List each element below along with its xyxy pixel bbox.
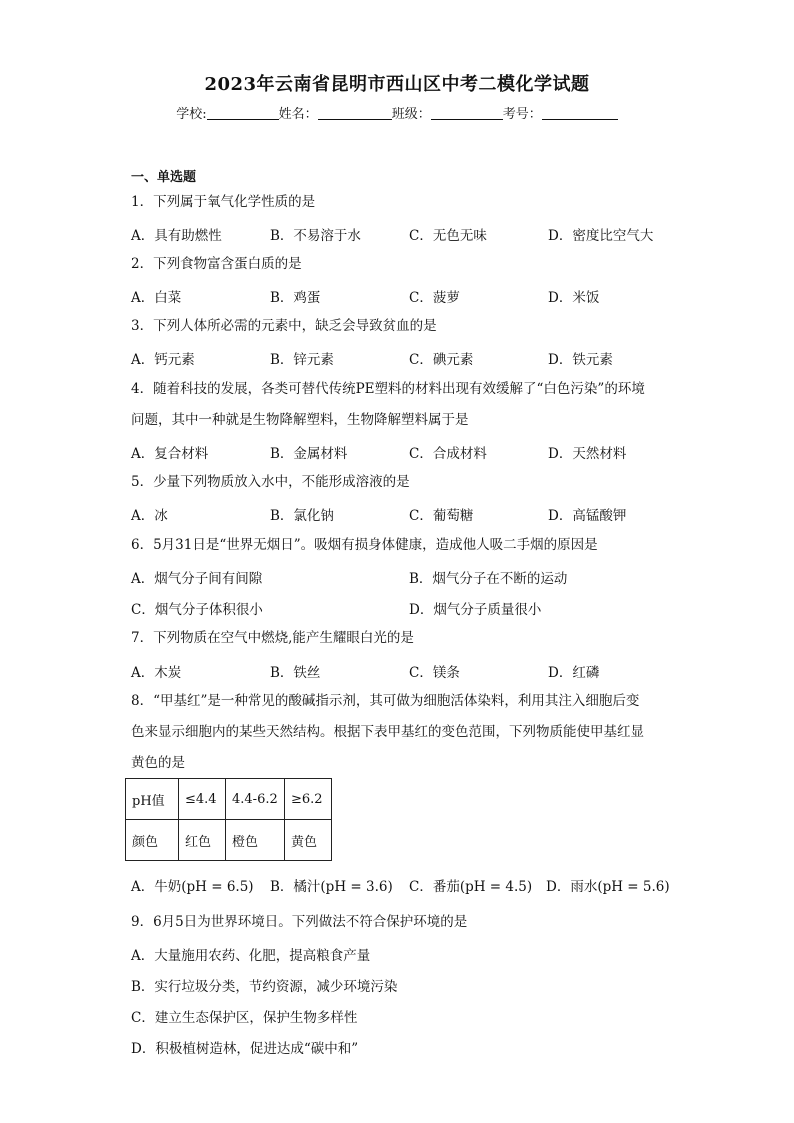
q4-option-a: A．复合材料 (131, 446, 209, 462)
q8-option-b: B．橘汁(pH = 3.6) (270, 879, 393, 895)
class-label: 班级： (391, 107, 431, 122)
q8-option-a: A．牛奶(pH = 6.5) (131, 879, 254, 895)
table-cell: pH值 (126, 779, 179, 820)
q3-option-b: B．锌元素 (270, 352, 334, 368)
table-cell: 4.4-6.2 (226, 779, 285, 820)
q3-option-a: A．钙元素 (131, 352, 195, 368)
name-label: 姓名： (278, 107, 318, 122)
question-1-stem: 1．下列属于氧气化学性质的是 (131, 194, 316, 210)
question-4-stem-line-1: 4．随着科技的发展，各类可替代传统PE塑料的材料出现有效缓解了“白色污染”的环境 (131, 381, 645, 397)
id-label: 考号： (502, 107, 542, 122)
table-cell: 红色 (179, 820, 226, 861)
question-6-stem: 6．5月31日是“世界无烟日”。吸烟有损身体健康，造成他人吸二手烟的原因是 (131, 537, 598, 553)
section-heading: 一、单选题 (131, 170, 197, 185)
table-cell: 黄色 (285, 820, 332, 861)
question-5-stem: 5．少量下列物质放入水中，不能形成溶液的是 (131, 474, 410, 490)
question-8-stem-line-3: 黄色的是 (131, 755, 185, 771)
q9-option-a: A．大量施用农药、化肥，提高粮食产量 (131, 948, 371, 964)
q1-option-c: C．无色无味 (409, 228, 487, 244)
question-3-stem: 3．下列人体所必需的元素中，缺乏会导致贫血的是 (131, 318, 437, 334)
school-blank (207, 106, 279, 120)
q7-option-b: B．铁丝 (270, 665, 321, 681)
table-cell: ≥6.2 (285, 779, 332, 820)
q4-option-b: B．金属材料 (270, 446, 348, 462)
q9-option-d: D．积极植树造林，促进达成“碳中和” (131, 1041, 359, 1057)
exam-title: 2023年云南省昆明市西山区中考二模化学试题 (204, 74, 590, 95)
question-9-stem: 9．6月5日为世界环境日。下列做法不符合保护环境的是 (131, 914, 468, 930)
q4-option-c: C．合成材料 (409, 446, 487, 462)
q6-option-b: B．烟气分子在不断的运动 (409, 571, 568, 587)
q7-option-c: C．镁条 (409, 665, 460, 681)
school-label: 学校: (176, 107, 207, 122)
table-cell: 橙色 (226, 820, 285, 861)
q2-option-c: C．菠萝 (409, 290, 460, 306)
q4-option-d: D．天然材料 (548, 446, 627, 462)
q1-option-b: B．不易溶于水 (270, 228, 361, 244)
q3-option-c: C．碘元素 (409, 352, 474, 368)
q5-option-c: C．葡萄糖 (409, 508, 474, 524)
class-blank (431, 106, 503, 120)
q9-option-c: C．建立生态保护区，保护生物多样性 (131, 1010, 358, 1026)
table-row (126, 779, 332, 820)
q7-option-d: D．红磷 (548, 665, 600, 681)
question-2-stem: 2．下列食物富含蛋白质的是 (131, 256, 302, 272)
table-cell: ≤4.4 (179, 779, 226, 820)
question-7-stem: 7．下列物质在空气中燃烧,能产生耀眼白光的是 (131, 630, 414, 646)
q2-option-d: D．米饭 (548, 290, 600, 306)
student-info-line (0, 103, 794, 122)
name-blank (318, 106, 392, 120)
q5-option-d: D．高锰酸钾 (548, 508, 627, 524)
q6-option-d: D．烟气分子质量很小 (409, 602, 542, 618)
q8-option-d: D．雨水(pH = 5.6) (546, 879, 670, 895)
q5-option-b: B．氯化钠 (270, 508, 334, 524)
q3-option-d: D．铁元素 (548, 352, 613, 368)
q2-option-a: A．白菜 (131, 290, 182, 306)
q7-option-a: A．木炭 (131, 665, 182, 681)
q6-option-c: C．烟气分子体积很小 (131, 602, 263, 618)
q1-option-a: A．具有助燃性 (131, 228, 222, 244)
q2-option-b: B．鸡蛋 (270, 290, 321, 306)
q8-option-c: C．番茄(pH = 4.5) (409, 879, 533, 895)
q6-option-a: A．烟气分子间有间隙 (131, 571, 263, 587)
question-8-stem-line-1: 8．“甲基红”是一种常见的酸碱指示剂，其可做为细胞活体染料，利用其注入细胞后变 (131, 693, 640, 709)
id-blank (542, 106, 618, 120)
table-cell: 颜色 (126, 820, 179, 861)
question-4-stem-line-2: 问题，其中一种就是生物降解塑料，生物降解塑料属于是 (131, 412, 469, 428)
q9-option-b: B．实行垃圾分类，节约资源，减少环境污染 (131, 979, 398, 995)
q5-option-a: A．冰 (131, 508, 168, 524)
table-row (126, 820, 332, 861)
ph-color-table (125, 778, 332, 861)
question-8-stem-line-2: 色来显示细胞内的某些天然结构。根据下表甲基红的变色范围，下列物质能使甲基红显 (131, 724, 644, 740)
q1-option-d: D．密度比空气大 (548, 228, 654, 244)
